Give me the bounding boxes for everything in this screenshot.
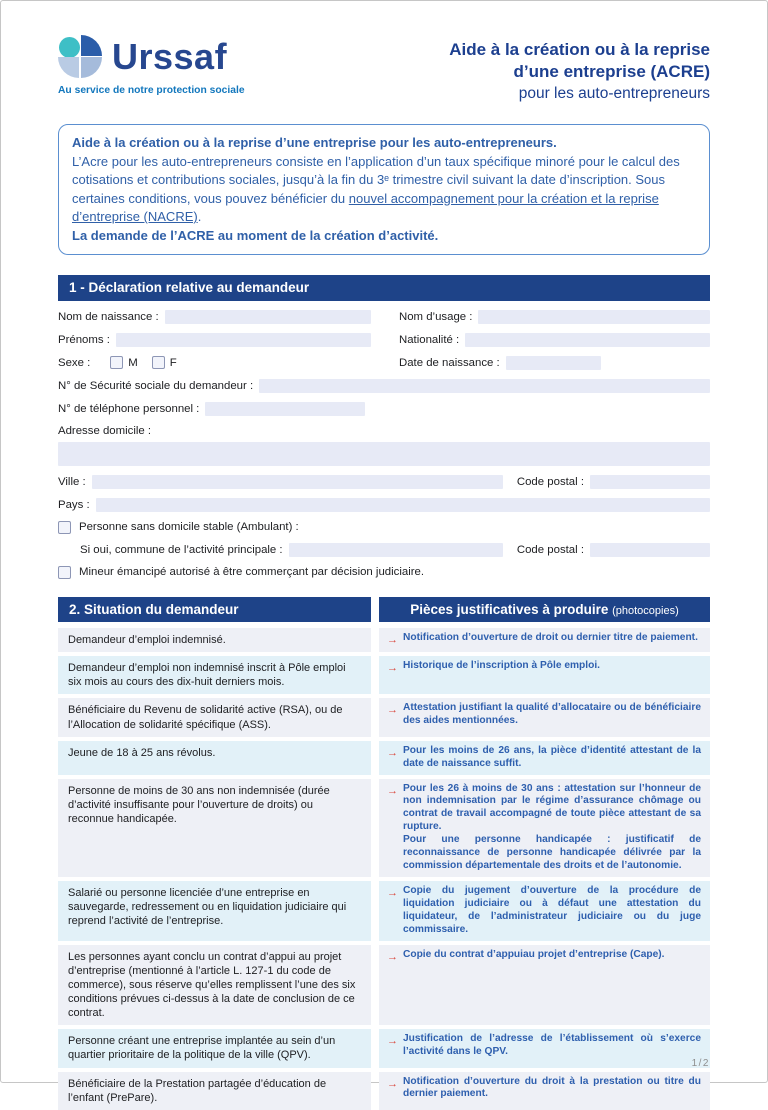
table-row [58,1029,710,1067]
ville-field[interactable] [92,475,503,489]
piece-text: Pour les moins de 26 ans, la pièce d’identité attestant de la date de naissance suffit. [403,744,701,769]
title-line-3: pour les auto-entrepreneurs [518,84,710,102]
intro-body [72,153,696,227]
adresse-field[interactable] [58,442,710,466]
label-code-postal: Code postal : [516,475,584,488]
label-sexe-f: F [169,356,177,369]
piece-cell [379,945,710,1025]
logo-quadrant-darkblue [81,35,102,56]
label-code-postal-2: Code postal : [516,543,584,556]
section1-header: 1 - Déclaration relative au demandeur [58,275,710,301]
label-adresse: Adresse domicile : [58,424,152,437]
situation-cell: Jeune de 18 à 25 ans révolus. [58,741,371,775]
arrow-icon: → [387,634,398,647]
table-row [58,779,710,878]
logo-quadrant-lightblue [81,57,102,78]
nationalite-field[interactable] [465,333,710,347]
piece-text: Notification d’ouverture du droit à la prestation ou titre du dernier paiement. [403,1075,701,1100]
situation-table [58,628,710,1109]
arrow-icon: → [387,746,398,759]
label-nom-usage: Nom d’usage : [399,310,473,323]
table-row [58,698,710,736]
piece-cell [379,881,710,941]
piece-cell [379,628,710,652]
situation-cell: Personne créant une entreprise implantée au sein d’un quartier prioritaire de la politique de la ville (QPV). [58,1029,371,1067]
pays-field[interactable] [96,498,710,512]
intro-bold-heading: Aide à la création ou à la reprise d’une entreprise pour les auto-entrepreneurs. [72,135,557,151]
situation-cell: Les personnes ayant conclu un contrat d’appui au projet d’entreprise (mentionné à l’article L. 127-1 du code de commerce), sous réserve qu’elles remplissent l’une des six conditions prévues ci-dessus à la date de conclusion de ce contrat. [58,945,371,1025]
prenoms-field[interactable] [116,333,371,347]
label-ville: Ville : [58,475,86,488]
piece-text: Pour les 26 à moins de 30 ans : attestation sur l’honneur de non indemnisation par le régime d’assurance chômage ou contrat de travail accompagné de toute pièce attestant de sa rupture. Pour une personne handicapée : justificatif de reconnaissance de personne handicapée délivrée par la commission départementale des droits et de l’autonomie. [403,782,701,872]
table-row [58,741,710,775]
label-date-naissance: Date de naissance : [399,356,500,369]
piece-cell [379,656,710,694]
arrow-icon: → [387,784,398,797]
situation-cell: Demandeur d’emploi non indemnisé inscrit à Pôle emploi six mois au cours des dix-huit derniers mois. [58,656,371,694]
date-naissance-field[interactable] [506,356,601,370]
arrow-icon: → [387,1035,398,1048]
title-line-2: d’une entreprise (ACRE) [513,62,710,82]
section2-header [58,597,710,623]
urssaf-logo [58,33,245,96]
situation-cell: Bénéficiaire de la Prestation partagée d’éducation de l’enfant (PrePare). [58,1072,371,1110]
piece-text: Copie du contrat d’appuiau projet d’entreprise (Cape). [403,948,665,960]
label-pays: Pays : [58,498,90,511]
piece-cell [379,1072,710,1110]
label-nationalite: Nationalité : [399,333,460,346]
arrow-icon: → [387,950,398,963]
table-row [58,881,710,941]
piece-cell [379,698,710,736]
sexe-m-checkbox[interactable] [110,356,123,369]
title-line-1: Aide à la création ou à la reprise [449,40,710,59]
brand-tagline: Au service de notre protection sociale [58,85,245,96]
table-row [58,945,710,1025]
intro-bold-footer: La demande de l’ACRE au moment de la création d’activité. [72,227,439,243]
label-si-oui-commune: Si oui, commune de l’activité principale : [80,543,283,556]
urssaf-logo-icon [58,35,102,79]
arrow-icon: → [387,887,398,900]
page-number: 1/2 [691,1058,710,1069]
form-page [1,1,767,1110]
nom-usage-field[interactable] [478,310,710,324]
piece-cell [379,779,710,878]
section2-title: 2. Situation du demandeur [58,597,371,623]
document-title [449,33,710,104]
label-num-tel: N° de téléphone personnel : [58,402,200,415]
intro-body-text: L’Acre pour les auto-entrepreneurs consiste en l’application d’un taux spécifique minoré pour le calcul des cotisations et contributions sociales, jusqu’à la fin du 3ᵉ trimestre civil suivant la date d’inscription. Sous certaines conditions, vous pouvez bénéficier du [72,153,680,206]
pieces-title-text: Pièces justificatives à produire [410,601,613,617]
situation-cell: Bénéficiaire du Revenu de solidarité active (RSA), ou de l’Allocation de solidarité spécifique (ASS). [58,698,371,736]
label-num-secu: N° de Sécurité sociale du demandeur : [58,379,254,392]
piece-text: Attestation justifiant la qualité d’allocataire ou de bénéficiaire des aides mentionnées. [403,702,701,727]
code-postal-2-field[interactable] [590,543,710,557]
nom-naissance-field[interactable] [165,310,371,324]
piece-text: Copie du jugement d’ouverture de la procédure de liquidation judiciaire ou à défaut une attestation du liquidateur, de l’administrateur judiciaire ou du juge commissaire. [403,885,701,936]
label-sans-domicile: Personne sans domicile stable (Ambulant) : [79,521,299,534]
header [58,33,710,104]
commune-activite-field[interactable] [289,543,503,557]
code-postal-field[interactable] [590,475,710,489]
label-mineur-emancipe: Mineur émancipé autorisé à être commerçant par décision judiciaire. [79,566,425,579]
label-sexe: Sexe : [58,356,91,369]
arrow-icon: → [387,704,398,717]
piece-text: Notification d’ouverture de droit ou dernier titre de paiement. [403,632,698,644]
mineur-emancipe-checkbox[interactable] [58,566,71,579]
arrow-icon: → [387,1077,398,1090]
sexe-f-checkbox[interactable] [152,356,165,369]
sans-domicile-checkbox[interactable] [58,521,71,534]
piece-text: Justification de l’adresse de l’établissement où s’exerce l’activité dans le QPV. [403,1033,701,1058]
section2-pieces-title [379,597,710,623]
pieces-title-suffix: (photocopies) [612,604,679,617]
num-secu-field[interactable] [259,379,710,393]
situation-cell: Demandeur d’emploi indemnisé. [58,628,371,652]
declaration-form [58,310,710,579]
piece-text: Historique de l’inscription à Pôle emploi. [403,660,600,672]
label-nom-naissance: Nom de naissance : [58,310,159,323]
label-sexe-m: M [128,356,138,369]
label-prenoms: Prénoms : [58,333,110,346]
arrow-icon: → [387,662,398,675]
piece-cell [379,741,710,775]
nacre-link[interactable]: nouvel accompagnement pour la création et la reprise d’entreprise (NACRE) [72,190,659,225]
table-row [58,1072,710,1110]
num-tel-field[interactable] [205,402,365,416]
logo-quadrant-teal [59,37,80,58]
situation-cell: Salarié ou personne licenciée d’une entreprise en sauvegarde, redressement ou en liquidation judiciaire qui reprend l’activité de l’entreprise. [58,881,371,941]
logo-quadrant-paleblue [58,57,79,78]
intro-body-end: . [197,209,202,225]
situation-cell: Personne de moins de 30 ans non indemnisée (durée d’activité insuffisante pour l’ouverture de droits) ou reconnue handicapée. [58,779,371,878]
piece-cell [379,1029,710,1067]
intro-box [58,124,710,255]
table-row [58,656,710,694]
table-row [58,628,710,652]
brand-wordmark: Urssaf [112,36,228,77]
